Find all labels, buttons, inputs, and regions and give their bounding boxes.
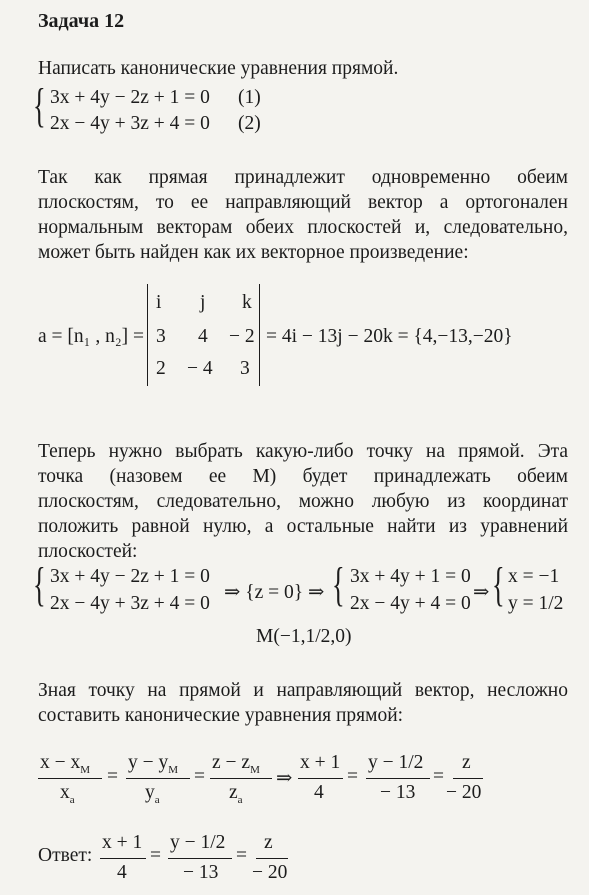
det-cell: i bbox=[156, 292, 162, 313]
frac-num: $z - z_M$ bbox=[212, 752, 260, 776]
frac-bar bbox=[298, 778, 343, 779]
system1-tag2: (2) bbox=[238, 113, 261, 134]
det-left-bar bbox=[147, 284, 148, 386]
det-cell: 3 bbox=[240, 358, 250, 379]
det-cell: − 4 bbox=[187, 358, 213, 379]
para2-line5: плоскостей: bbox=[38, 541, 138, 562]
para2-line2: точка (назовем ее М) будет принадлежать обеим bbox=[38, 466, 568, 487]
sys2-a2: 2x − 4y + 3z + 4 = 0 bbox=[50, 593, 210, 614]
frac-num: y − 1/2 bbox=[368, 752, 424, 773]
sys2-arrow: ⇒ bbox=[473, 582, 490, 603]
para1-line2: плоскостям, то ее направляющий вектор a ортогонален bbox=[38, 192, 568, 213]
det-cell: 4 bbox=[198, 326, 208, 347]
cross-rhs: = 4i − 13j − 20k = {4,−13,−20} bbox=[266, 326, 513, 347]
para3-line2: составить канонические уравнения прямой: bbox=[38, 705, 404, 726]
frac-num: x + 1 bbox=[300, 752, 341, 773]
frac-den: $x_a$ bbox=[60, 782, 75, 806]
sys2-c1: x = −1 bbox=[508, 566, 560, 587]
sys2-a1: 3x + 4y − 2z + 1 = 0 bbox=[50, 566, 210, 587]
problem-title: Задача 12 bbox=[38, 10, 125, 32]
point-m: M(−1,1/2,0) bbox=[256, 626, 352, 647]
brace-icon: { bbox=[332, 558, 345, 611]
frac-num: z bbox=[462, 752, 471, 773]
frac-den: − 20 bbox=[446, 782, 482, 803]
sys2-c2: y = 1/2 bbox=[508, 593, 564, 614]
para3-line1: Зная точку на прямой и направляющий вектор, несложно bbox=[38, 680, 568, 701]
frac-bar bbox=[210, 778, 272, 779]
frac-bar bbox=[126, 778, 190, 779]
system1-eq2: 2x − 4y + 3z + 4 = 0 bbox=[50, 113, 210, 134]
frac-bar bbox=[256, 858, 288, 859]
det-cell: 3 bbox=[156, 326, 166, 347]
eq-sign: = bbox=[150, 845, 161, 866]
sys2-cond: ⇒ {z = 0} ⇒ bbox=[224, 582, 325, 603]
frac-den: − 20 bbox=[252, 862, 288, 883]
brace-icon: { bbox=[33, 558, 46, 611]
frac-den: 4 bbox=[117, 862, 127, 883]
intro-text: Написать канонические уравнения прямой. bbox=[38, 58, 399, 79]
frac-bar bbox=[168, 858, 232, 859]
frac-den: − 13 bbox=[380, 782, 416, 803]
frac-bar bbox=[100, 858, 146, 859]
frac-den: 4 bbox=[314, 782, 324, 803]
implies-sign: ⇒ bbox=[276, 768, 293, 789]
para2-line4: положить равной нулю, а остальные найти из уравнений bbox=[38, 516, 568, 537]
frac-bar bbox=[366, 778, 430, 779]
eq-sign: = bbox=[236, 845, 247, 866]
system1-eq1: 3x + 4y − 2z + 1 = 0 bbox=[50, 87, 210, 108]
frac-num: y − 1/2 bbox=[170, 832, 226, 853]
sys2-b2: 2x − 4y + 4 = 0 bbox=[350, 593, 471, 614]
eq-sign: = bbox=[433, 766, 444, 787]
det-cell: j bbox=[200, 292, 206, 313]
para1-line1: Так как прямая принадлежит одновременно обеим bbox=[38, 167, 568, 188]
frac-den: − 13 bbox=[183, 862, 219, 883]
para1-line3: нормальным векторам обеих плоскостей и, следовательно, bbox=[38, 217, 568, 238]
sys2-b1: 3x + 4y + 1 = 0 bbox=[350, 566, 471, 587]
eq-sign: = bbox=[107, 766, 118, 787]
cross-lhs: a = [n₁ , n₂] = bbox=[38, 326, 144, 347]
frac-num: $y - y_M$ bbox=[128, 752, 179, 776]
eq-sign: = bbox=[194, 766, 205, 787]
frac-bar bbox=[453, 778, 483, 779]
det-cell: − 2 bbox=[229, 326, 255, 347]
system1-tag1: (1) bbox=[238, 87, 261, 108]
frac-num: x + 1 bbox=[102, 832, 143, 853]
det-cell: k bbox=[242, 292, 252, 313]
eq-sign: = bbox=[347, 766, 358, 787]
frac-num: $x - x_M$ bbox=[40, 752, 91, 776]
frac-num: z bbox=[264, 832, 273, 853]
det-cell: 2 bbox=[156, 358, 166, 379]
frac-bar bbox=[38, 778, 102, 779]
frac-den: $z_a$ bbox=[229, 782, 243, 806]
brace-icon: { bbox=[33, 79, 46, 132]
para1-line4: может быть найден как их векторное произведение: bbox=[38, 242, 469, 263]
answer-label: Ответ: bbox=[38, 845, 93, 866]
para2-line1: Теперь нужно выбрать какую-либо точку на прямой. Эта bbox=[38, 441, 568, 462]
para2-line3: плоскостям, следовательно, можно любую из координат bbox=[38, 491, 568, 512]
brace-icon: { bbox=[492, 558, 505, 611]
frac-den: $y_a$ bbox=[145, 782, 160, 806]
det-right-bar bbox=[259, 284, 260, 386]
